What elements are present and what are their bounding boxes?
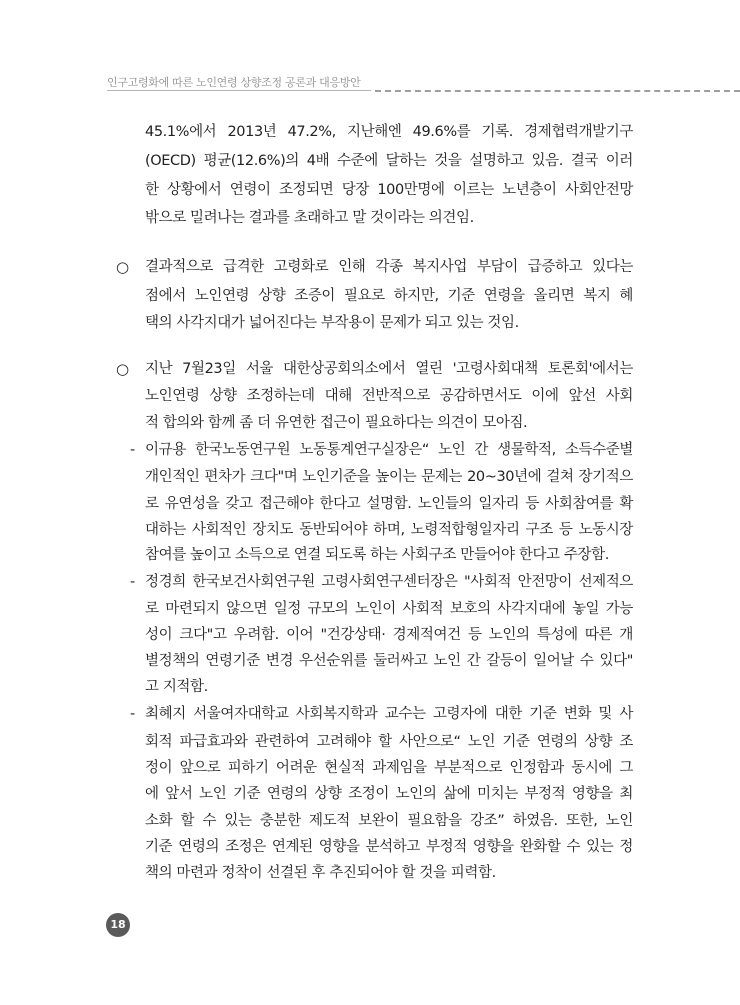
- dash-line: 정이 앞으로 피하기 어려운 현실적 과제임을 부분적으로 인정함과 동시에 그: [145, 760, 633, 776]
- bullet-line: 결과적으로 급격한 고령화로 인해 각종 복지사업 부담이 급증하고 있다는: [145, 259, 633, 275]
- paragraph-line: 밖으로 밀려나는 결과를 초래하고 말 것이라는 의견임.: [145, 210, 474, 226]
- dash-marker: -: [130, 706, 136, 722]
- dash-line: 성이 크다"고 우려함. 이어 "건강상태· 경제적여건 등 노인의 특성에 따른 개: [145, 627, 633, 643]
- dash-line: 기준 연령의 조정은 연계된 영향을 분석하고 부정적 영향을 완화할 수 있는 정: [145, 839, 633, 855]
- dash-line: 별정책의 연령기준 변경 우선순위를 둘러싸고 노인 간 갈등이 일어날 수 있다": [145, 653, 633, 669]
- dash-line: 정경희 한국보건사회연구원 고령사회연구센터장은 "사회적 안전망이 선제적으: [145, 574, 633, 590]
- bullet-line: 점에서 노인연령 상향 조증이 필요로 하지만, 기준 연령을 올리면 복지 혜: [145, 288, 633, 304]
- dash-line: 회적 파급효과와 관련하여 고려해야 할 사안으로“ 노인 기준 연령의 상향 조: [145, 734, 633, 750]
- dash-line: 책의 마련과 정착이 선결된 후 추진되어야 할 것을 피력함.: [145, 865, 496, 881]
- header-dash-rule: [375, 90, 740, 92]
- bullet-marker: ○: [116, 258, 130, 276]
- bullet-line: 지난 7월23일 서울 대한상공회의소에서 열린 '고령사회대책 토론회'에서는: [145, 361, 633, 377]
- paragraph-line: 45.1%에서 2013년 47.2%, 지난해엔 49.6%를 기록. 경제협력개발기구: [145, 124, 633, 140]
- dash-line: 최혜지 서울여자대학교 사회복지학과 교수는 고령자에 대한 기준 변화 및 사: [145, 706, 633, 722]
- dash-line: 로 마련되지 않으면 일정 규모의 노인이 사회적 보호의 사각지대에 놓일 가능: [145, 601, 633, 617]
- header-rule: [107, 90, 371, 91]
- paragraph-line: (OECD) 평균(12.6%)의 4배 수준에 달하는 것을 설명하고 있음. 결국 이러: [145, 153, 633, 169]
- dash-line: 대하는 사회적인 장치도 동반되어야 하며, 노령적합형일자리 구조 등 노동시장: [145, 522, 633, 538]
- paragraph-line: 한 상황에서 연령이 조정되면 당장 100만명에 이르는 노년층이 사회안전망: [145, 182, 633, 198]
- dash-line: 이규용 한국노동연구원 노동통계연구실장은“ 노인 간 생물학적, 소득수준별: [145, 442, 633, 458]
- bullet-line: 택의 사각지대가 넓어진다는 부작용이 문제가 되고 있는 것임.: [145, 315, 519, 331]
- running-header: 인구고령화에 따른 노인연령 상향조정 공론과 대응방안: [107, 76, 361, 89]
- dash-line: 에 앞서 노인 기준 연령의 상향 조정이 노인의 삶에 미치는 부정적 영향을 최: [145, 786, 633, 802]
- page-number: 18: [106, 913, 130, 937]
- bullet-line: 적 합의와 함께 좀 더 유연한 접근이 필요하다는 의견이 모아짐.: [145, 415, 528, 431]
- dash-marker: -: [130, 574, 136, 590]
- dash-marker: -: [130, 442, 136, 458]
- dash-line: 참여를 높이고 소득으로 연결 되도록 하는 사회구조 만들어야 한다고 주장함.: [145, 547, 609, 563]
- dash-line: 소화 할 수 있는 충분한 제도적 보완이 필요함을 강조” 하였음. 또한, 노인: [145, 813, 633, 829]
- bullet-line: 노인연령 상향 조정하는데 대해 전반적으로 공감하면서도 이에 앞선 사회: [145, 388, 633, 404]
- dash-line: 고 지적함.: [145, 679, 208, 695]
- bullet-marker: ○: [116, 360, 130, 378]
- dash-line: 개인적인 편차가 크다"며 노인기준을 높이는 문제는 20~30년에 걸쳐 장기적으: [145, 469, 633, 485]
- dash-line: 로 유연성을 갖고 접근해야 한다고 설명함. 노인들의 일자리 등 사회참여를 확: [145, 496, 633, 512]
